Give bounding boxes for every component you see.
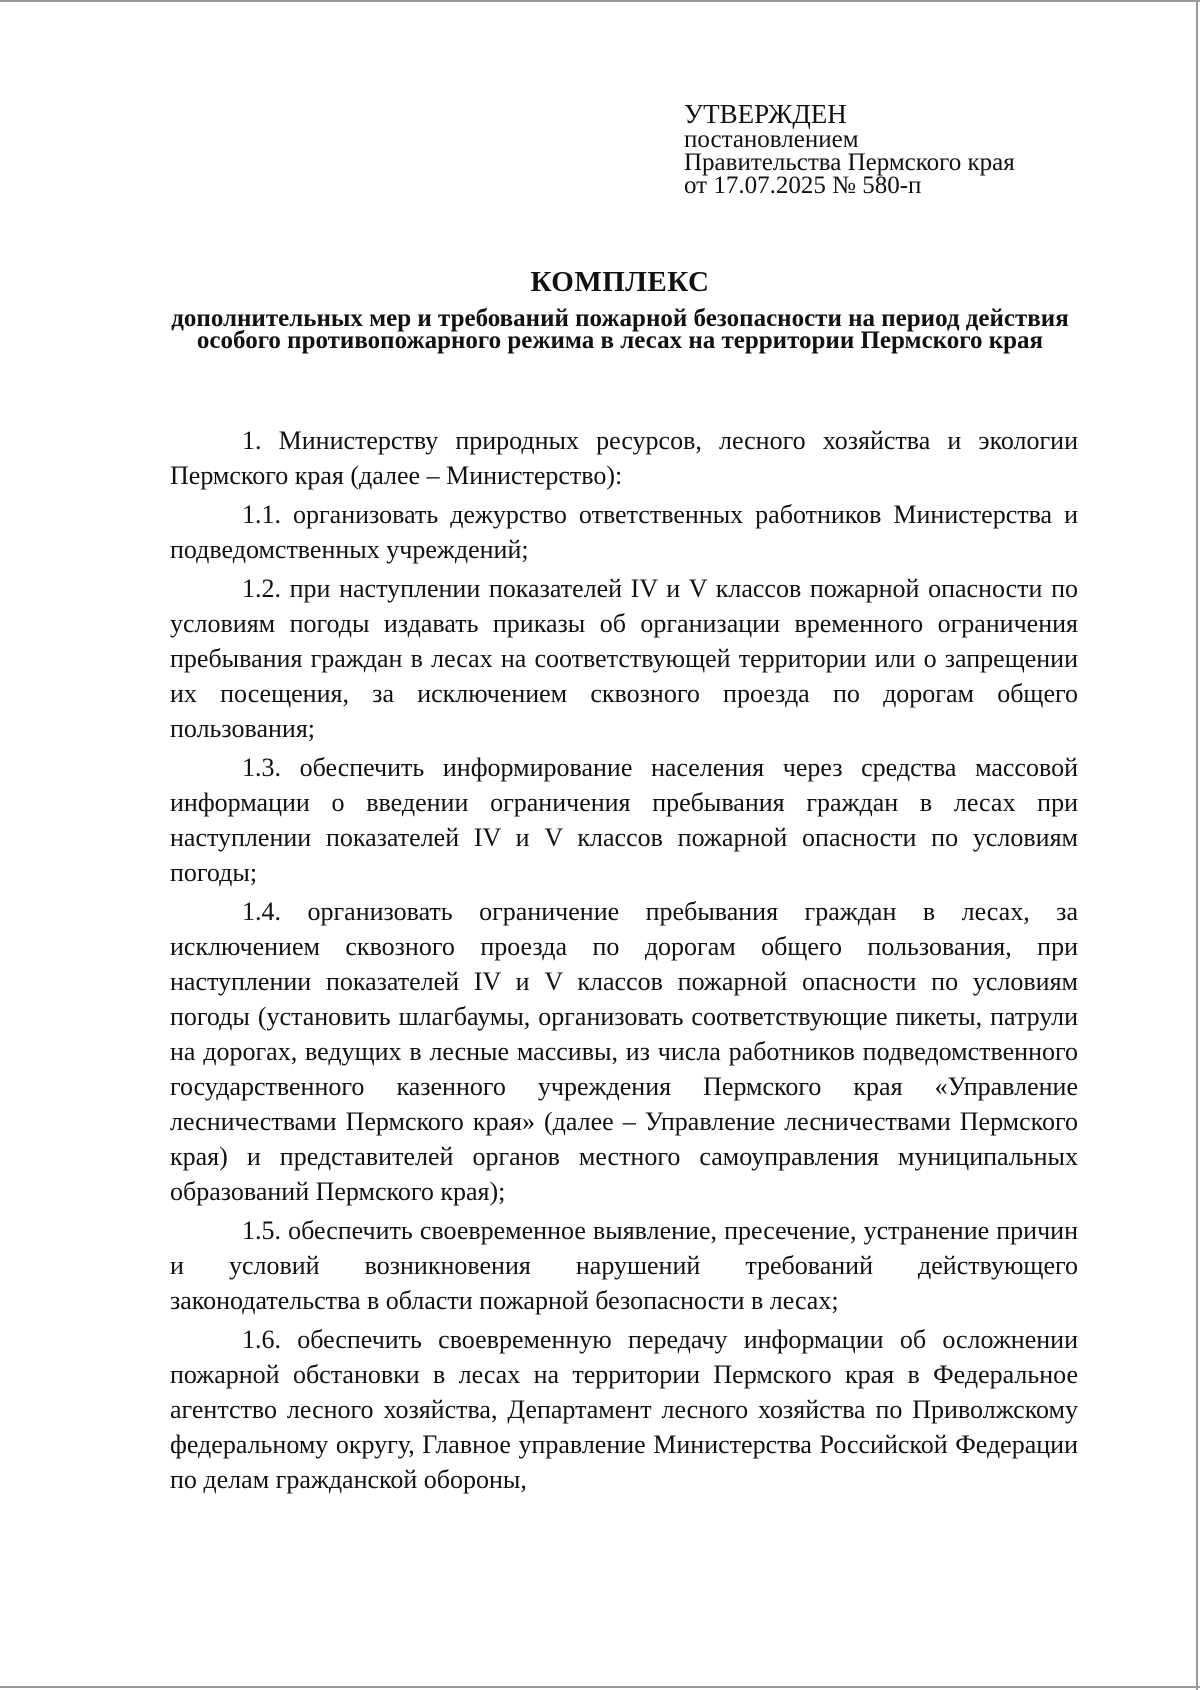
paragraph: 1.5. обеспечить своевременное выявление, пресечение, устранение причин и условий возникновения нарушений требований действующего законодательства в области пожарной безопасности в лесах; bbox=[170, 1216, 1078, 1315]
paragraph: 1.3. обеспечить информирование населения через средства массовой информации о введении ограничения пребывания граждан в лесах при наступлении показателей IV и V классов пожарной опасности по условиям погоды; bbox=[170, 753, 1078, 887]
paragraph: 1. Министерству природных ресурсов, лесного хозяйства и экологии Пермского края (далее – Министерство): bbox=[170, 426, 1078, 490]
paragraph: 1.1. организовать дежурство ответственных работников Министерства и подведомственных учреждений; bbox=[170, 500, 1078, 564]
paragraph: 1.6. обеспечить своевременную передачу информации об осложнении пожарной обстановки в лесах на территории Пермского края в Федеральное агентство лесного хозяйства, Департамент лесного хозяйства по Приволжскому федеральному округу, Главное управление Министерства Российской Федерации по делам гражданской обороны, bbox=[170, 1325, 1078, 1494]
approval-date-number: от 17.07.2025 № 580-п bbox=[684, 172, 922, 199]
approval-line: постановлением bbox=[684, 126, 859, 153]
document-title: КОМПЛЕКС bbox=[530, 266, 710, 298]
document-body bbox=[170, 423, 1078, 1501]
scan-edge-bottom bbox=[0, 1686, 1200, 1688]
paragraph: 1.2. при наступлении показателей IV и V классов пожарной опасности по условиям погоды издавать приказы об организации временного ограничения пребывания граждан в лесах на соответствующей территории или о запрещении их посещения, за исключением сквозного проезда по дорогам общего пользования; bbox=[170, 574, 1078, 743]
scan-edge-right bbox=[1196, 0, 1198, 1690]
approval-line: Правительства Пермского края bbox=[684, 149, 1015, 176]
document-subtitle: дополнительных мер и требований пожарной безопасности на период действия особого противопожарного режима в лесах на территории Пермского края bbox=[171, 305, 1069, 354]
scan-edge-top bbox=[0, 0, 1200, 2]
paragraph: 1.4. организовать ограничение пребывания граждан в лесах, за исключением сквозного проезда по дорогам общего пользования, при наступлении показателей IV и V классов пожарной опасности по условиям погоды (установить шлагбаумы, организовать соответствующие пикеты, патрули на дорогах, ведущих в лесные массивы, из числа работников подведомственного государственного казенного учреждения Пермского края «Управление лесничествами Пермского края» (далее – Управление лесничествами Пермского края) и представителей органов местного самоуправления муниципальных образований Пермского края); bbox=[170, 897, 1078, 1206]
approval-block bbox=[684, 100, 1015, 197]
approval-stamp: УТВЕРЖДЕН bbox=[684, 99, 847, 129]
